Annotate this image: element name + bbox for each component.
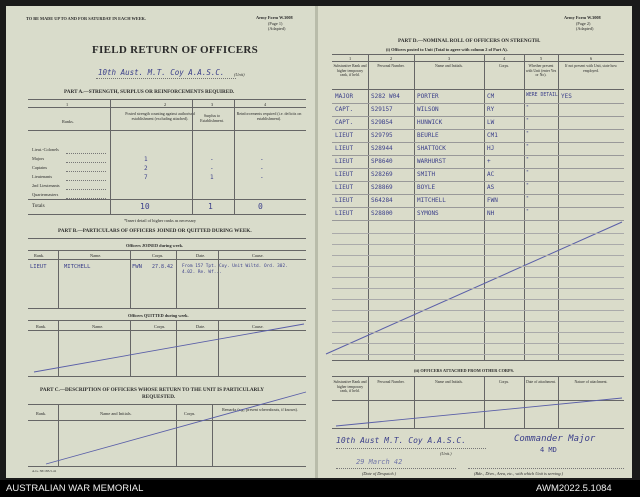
surplus-value: - xyxy=(210,156,214,163)
roll-cell-name: SMITH xyxy=(417,171,436,178)
roll-cell-corps: NH xyxy=(487,210,495,217)
column-header: Nature of attachment. xyxy=(574,380,608,384)
posted-subtitle: (i) Officers posted to Unit (Total to agree with column 2 of Part A). xyxy=(386,47,508,52)
roll-cell-name: HUNWICK xyxy=(417,119,443,126)
roll-cell-rank: LIEUT xyxy=(335,158,354,165)
roll-cell-present: " xyxy=(526,171,529,176)
roll-cell-present: " xyxy=(526,145,529,150)
unit-handwritten-right: 10th Aust M.T. Coy A.A.S.C. xyxy=(336,436,467,445)
roll-cell-corps: AC xyxy=(487,171,495,178)
form-page: (Page 1) xyxy=(268,21,283,26)
column-header: Personal Number. xyxy=(377,64,405,68)
top-note: TO BE MADE UP TO AND FOR SATURDAY IN EACH WEEK. xyxy=(26,16,146,21)
column-header: Corps. xyxy=(498,64,510,68)
roll-cell-rank: LIEUT xyxy=(335,145,354,152)
posted-header: Posted strength counting against authorised establishment (excluding attached). xyxy=(125,111,195,121)
dispatch-date: 29 March 42 xyxy=(356,458,403,466)
footer-right: AWM2022.5.1084 xyxy=(536,483,612,494)
ranks-header: Ranks. xyxy=(62,119,74,124)
bde-label: (Bde., Divn., Area, etc., with which Unit is serving.) xyxy=(474,471,564,476)
roll-cell-number: S28869 xyxy=(371,184,393,191)
surplus-value: 1 xyxy=(210,174,214,181)
part-c-title-2: REQUESTED. xyxy=(142,394,176,400)
right-form-page: Army Form W.3008 (Page 2) (Adapted) PART D.—NOMINAL ROLL OF OFFICERS ON STRENGTH. (i) Officers posted to Unit (Total to agree with column 2 of Part A). (ii) OFFICERS ATTACHED FROM OTHER CORPS. 10th Aust M.T. Coy A.A.S.C. Commander Major 4 MD (Unit.) 29 March 42 (Date of Despatch.) (Bde., Divn., Area, etc., with which Unit is serving.) 1 2 3 4 5 6 Substantive Rank and higher temporary rank, if held. Personal Number. Name and Initials. Corps. Whether present with Unit (enter Yes or No). If not present with Unit, state how employed. Substantive Rank and higher temporary rank, if held. Personal Number. Name and Initials. Corps. Date of attachment. Nature of attachment. MAJOR S282 W04 PORTER CM WERE DETAIL YES CAPT. S29157 WILSON RY " CAPT. S29B54 HUNWICK LW " LIEUT S29795 BEURLE CM1 " LIEUT S28944 SHATTOCK HJ " LIEUT SP8640 WARHURST + " LIEUT S28269 SMITH AC " LIEUT S28869 BOYLE AS " LIEUT S64284 MITCHELL FWN " LIEUT S28800 SYMONS NH " xyxy=(318,6,632,478)
roll-cell-present: WERE DETAIL xyxy=(526,93,558,98)
roll-cell-corps: FWN xyxy=(487,197,498,204)
roll-cell-corps: LW xyxy=(487,119,495,126)
form-adapted: (Adapted) xyxy=(268,26,286,31)
rank-label: Majors xyxy=(32,156,45,161)
rank-label: Quartermasters xyxy=(32,192,59,197)
posted-value: 7 xyxy=(144,174,148,181)
part-b-title: PART B.—PARTICULARS OF OFFICERS JOINED OR QUITTED DURING WEEK. xyxy=(58,228,252,234)
roll-cell-number: S29B54 xyxy=(371,119,393,126)
column-header: Substantive Rank and higher temporary rank, if held. xyxy=(333,64,367,78)
roll-cell-rank: MAJOR xyxy=(335,93,354,100)
column-header: Substantive Rank and higher temporary rank, if held. xyxy=(333,380,367,394)
roll-cell-corps: CM1 xyxy=(487,132,498,139)
roll-cell-number: S64284 xyxy=(371,197,393,204)
posted-value: 1 xyxy=(144,156,148,163)
joined-rank: LIEUT xyxy=(30,264,47,270)
attached-subtitle: (ii) OFFICERS ATTACHED FROM OTHER CORPS. xyxy=(414,368,515,373)
roll-cell-name: SYMONS xyxy=(417,210,439,217)
signature: Commander Major xyxy=(514,434,596,444)
column-number: 5 xyxy=(540,56,543,61)
total-reinf: 0 xyxy=(258,202,263,211)
roll-cell-number: S282 W04 xyxy=(371,93,400,100)
roll-cell-name: SHATTOCK xyxy=(417,145,446,152)
part-a-title: PART A.—STRENGTH, SURPLUS OR REINFORCEMENTS REQUIRED. xyxy=(64,89,235,95)
roll-cell-corps: CM xyxy=(487,93,495,100)
roll-cell-name: MITCHELL xyxy=(417,197,446,204)
roll-cell-name: BOYLE xyxy=(417,184,436,191)
footer-left: AUSTRALIAN WAR MEMORIAL xyxy=(6,483,144,494)
column-header: Personal Number. xyxy=(377,380,405,384)
reinf-value: - xyxy=(260,165,264,172)
roll-cell-number: SP8640 xyxy=(371,158,393,165)
rank-label: 2nd Lieutenants xyxy=(32,183,60,188)
reinf-value: - xyxy=(260,174,264,181)
roll-cell-name: WARHURST xyxy=(417,158,446,165)
column-number: 6 xyxy=(590,56,593,61)
insert-note: *Insert detail of higher ranks as necessary xyxy=(124,218,197,223)
unit-handwritten: 10th Aust. M.T. Coy A.A.S.C. xyxy=(98,68,225,77)
roll-cell-rank: CAPT. xyxy=(335,106,354,113)
rank-label: Captains xyxy=(32,165,48,170)
part-c-title-1: PART C.—DESCRIPTION OF OFFICERS WHOSE RETURN TO THE UNIT IS PARTICULARLY xyxy=(40,387,265,393)
left-form-page: TO BE MADE UP TO AND FOR SATURDAY IN EACH WEEK. Army Form W.3008 (Page 1) (Adapted) FIELD RETURN OF OFFICERS 10th Aust. M.T. Coy A.A.S.C. (Unit) PART A.—STRENGTH, SURPLUS OR REINFORCEMENTS REQUIRED. 1 2 3 4 Ranks. Posted strength counting against authorised establishment (excluding attached). Surplus to Establishment. Reinforcements required (i.e. deficits on establishment). Totals 10 1 0 *Insert detail of higher ranks as necessary PART B.—PARTICULARS OF OFFICERS JOINED OR QUITTED DURING WEEK. Officers JOINED during week. Rank. Name. Corps. Date. Cause. LIEUT MITCHELL FWN 27.8.42 From 157 Tpt. Coy. Unit Wiltd. Ord. 302. 4.02. Re. Wf... Officers QUITTED during week. Rank. Name. Corps. Date. Cause. PART C.—DESCRIPTION OF OFFICERS WHOSE RETURN TO THE UNIT IS PARTICULARLY REQUESTED. Rank. Name and Initials. Corps. Remarks (e.g., present whereabouts, if known). A.G. 38/183.5.41 Lieut.-Colonels Majors 1 - - Captains 2 - - Lieutenants 7 1 - 2nd Lieutenants Quartermasters xyxy=(6,6,316,478)
roll-cell-name: PORTER xyxy=(417,93,439,100)
column-header: Name and Initials. xyxy=(435,64,463,68)
joined-name: MITCHELL xyxy=(64,264,91,270)
rank-label: Lieutenants xyxy=(32,174,53,179)
rank-label: Lieut.-Colonels xyxy=(32,147,59,152)
total-surplus: 1 xyxy=(208,202,213,211)
roll-cell-rank: LIEUT xyxy=(335,171,354,178)
roll-cell-number: S29157 xyxy=(371,106,393,113)
unit-label: (Unit) xyxy=(234,72,245,77)
roll-cell-name: WILSON xyxy=(417,106,439,113)
column-header: Name and Initials. xyxy=(435,380,463,384)
signature-sub: 4 MD xyxy=(540,446,557,454)
roll-cell-rank: LIEUT xyxy=(335,132,354,139)
joined-cause: From 157 Tpt. Coy. Unit Wiltd. Ord. 302. 4.02. Re. Wf... xyxy=(182,264,288,275)
archive-footer xyxy=(0,480,640,497)
roll-cell-present: " xyxy=(526,184,529,189)
posted-value: 2 xyxy=(144,165,148,172)
reinf-header: Reinforcements required (i.e. deficits on establishment). xyxy=(236,111,302,121)
left-cancel-strokes xyxy=(6,6,316,478)
totals-label: Totals xyxy=(32,203,45,209)
roll-cell-rank: LIEUT xyxy=(335,210,354,217)
print-code: A.G. 38/183.5.41 xyxy=(32,469,57,473)
column-number: 4 xyxy=(503,56,506,61)
roll-cell-number: S28800 xyxy=(371,210,393,217)
form-id-right: Army Form W.3008 xyxy=(564,15,601,20)
joined-corps: FWN xyxy=(132,264,142,270)
roll-cell-note: YES xyxy=(561,93,572,100)
roll-cell-corps: HJ xyxy=(487,145,495,152)
form-id: Army Form W.3008 xyxy=(256,15,293,20)
roll-cell-number: S29795 xyxy=(371,132,393,139)
total-posted: 10 xyxy=(140,202,150,211)
surplus-header: Surplus to Establishment. xyxy=(200,113,224,123)
part-d-title: PART D.—NOMINAL ROLL OF OFFICERS ON STRENGTH. xyxy=(398,38,541,44)
column-number: 3 xyxy=(448,56,451,61)
quitted-title: Officers QUITTED during week. xyxy=(128,313,189,318)
reinf-value: - xyxy=(260,156,264,163)
roll-cell-present: " xyxy=(526,119,529,124)
joined-date: 27.8.42 xyxy=(152,264,174,270)
roll-cell-rank: LIEUT xyxy=(335,184,354,191)
column-header: Whether present with Unit (enter Yes or No). xyxy=(525,64,557,78)
column-header: Corps. xyxy=(498,380,510,384)
column-header: Date of attachment. xyxy=(526,380,556,384)
roll-cell-name: BEURLE xyxy=(417,132,439,139)
column-header: If not present with Unit, state how employed. xyxy=(565,64,617,73)
roll-cell-present: " xyxy=(526,106,529,111)
roll-cell-corps: RY xyxy=(487,106,495,113)
page-title: FIELD RETURN OF OFFICERS xyxy=(92,44,259,56)
joined-title: Officers JOINED during week. xyxy=(126,243,184,248)
dispatch-label: (Date of Despatch.) xyxy=(362,471,397,476)
roll-cell-corps: AS xyxy=(487,184,495,191)
roll-cell-number: S28944 xyxy=(371,145,393,152)
roll-cell-number: S28269 xyxy=(371,171,393,178)
column-number: 2 xyxy=(390,56,393,61)
roll-cell-rank: CAPT. xyxy=(335,119,354,126)
roll-cell-rank: LIEUT xyxy=(335,197,354,204)
roll-cell-present: " xyxy=(526,210,529,215)
roll-cell-present: " xyxy=(526,158,529,163)
surplus-value: - xyxy=(210,165,214,172)
roll-cell-present: " xyxy=(526,132,529,137)
column-number: 1 xyxy=(349,56,352,61)
roll-cell-corps: + xyxy=(487,158,491,165)
roll-cell-present: " xyxy=(526,197,529,202)
